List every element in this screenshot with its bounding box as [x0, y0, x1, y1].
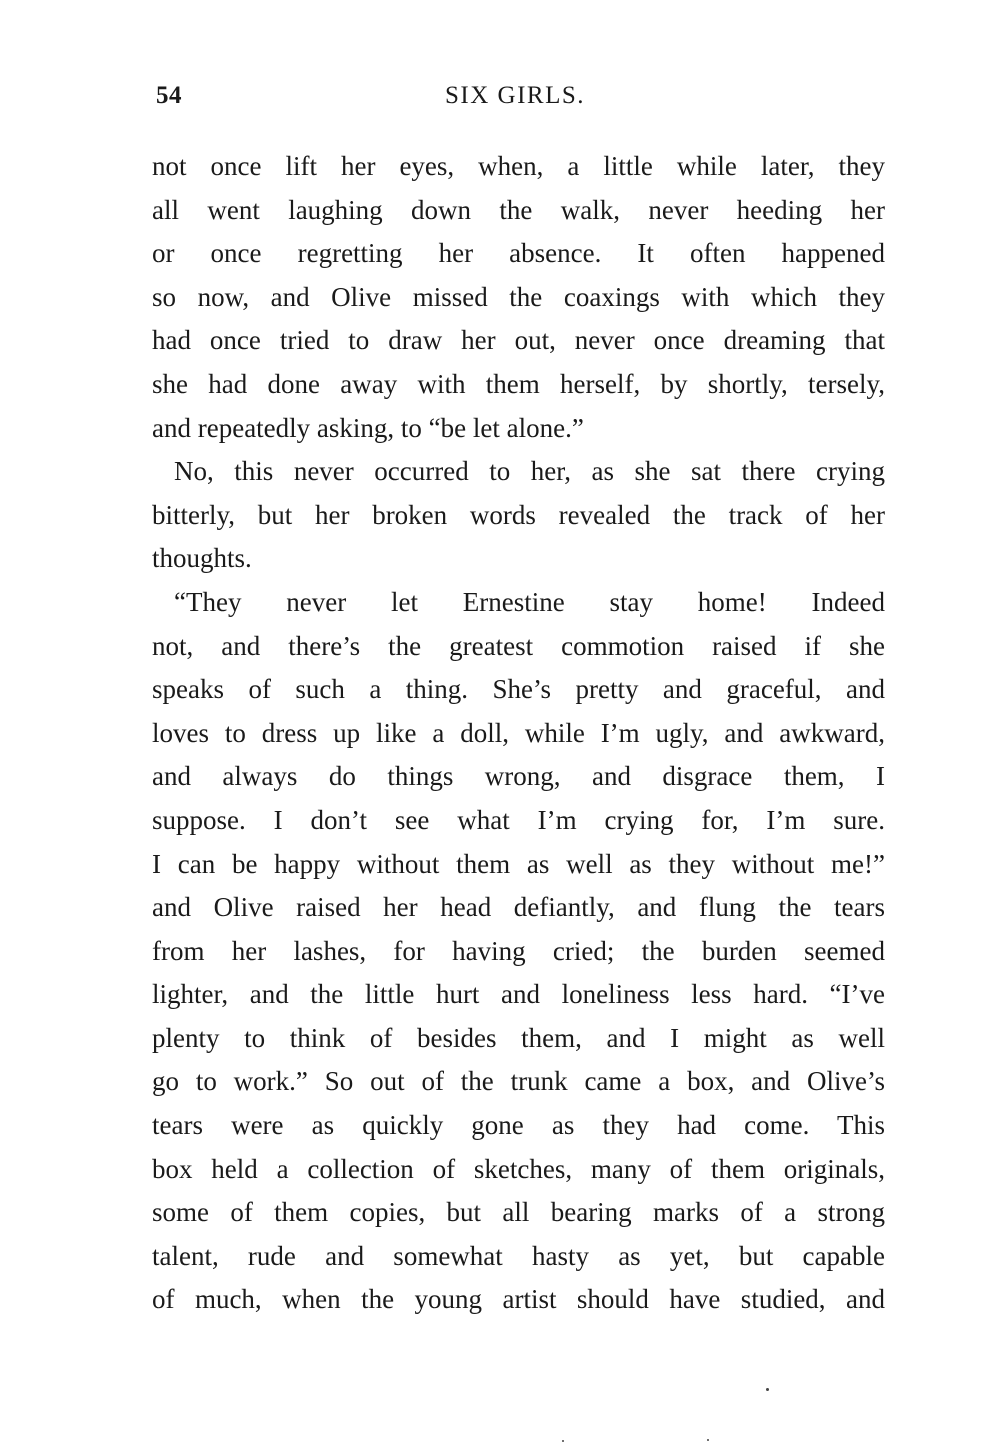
- text-line: lighter, and the little hurt and loneliness less hard. “I’ve: [152, 979, 885, 1010]
- text-line: go to work.” So out of the trunk came a box, and Olive’s: [152, 1066, 885, 1097]
- text-line: had once tried to draw her out, never once dreaming that: [152, 325, 885, 356]
- page-body: [152, 145, 885, 1322]
- text-line: I can be happy without them as well as they without me!”: [152, 848, 885, 879]
- text-line: plenty to think of besides them, and I might as well: [152, 1022, 885, 1053]
- text-line: bitterly, but her broken words revealed the track of her: [152, 499, 885, 530]
- scan-speck: [707, 1439, 709, 1441]
- page-header: [150, 82, 880, 122]
- scan-speck: [562, 1440, 564, 1442]
- running-title: SIX GIRLS.: [444, 82, 585, 109]
- text-line: of much, when the young artist should have studied, and: [152, 1284, 885, 1315]
- text-line: and Olive raised her head defiantly, and flung the tears: [152, 892, 885, 923]
- text-line: or once regretting her absence. It often happened: [152, 238, 885, 269]
- text-line: loves to dress up like a doll, while I’m ugly, and awkward,: [152, 717, 885, 748]
- text-line: from her lashes, for having cried; the burden seemed: [152, 935, 885, 966]
- text-line: so now, and Olive missed the coaxings with which they: [152, 281, 885, 312]
- text-line: and repeatedly asking, to “be let alone.”: [152, 412, 584, 443]
- text-line: she had done away with them herself, by shortly, tersely,: [152, 368, 885, 399]
- text-line: all went laughing down the walk, never heeding her: [152, 194, 885, 225]
- text-line: No, this never occurred to her, as she sat there crying: [174, 456, 885, 487]
- text-line: thoughts.: [152, 543, 252, 574]
- page-number: 54: [156, 82, 182, 109]
- scan-speck: [766, 1388, 769, 1391]
- text-line: box held a collection of sketches, many of them originals,: [152, 1153, 885, 1184]
- text-line: some of them copies, but all bearing marks of a strong: [152, 1197, 885, 1228]
- text-line: “They never let Ernestine stay home! Indeed: [174, 586, 885, 617]
- text-line: speaks of such a thing. She’s pretty and graceful, and: [152, 674, 885, 705]
- text-line: suppose. I don’t see what I’m crying for, I’m sure.: [152, 804, 885, 835]
- text-line: tears were as quickly gone as they had come. This: [152, 1110, 885, 1141]
- text-line: talent, rude and somewhat hasty as yet, but capable: [152, 1240, 885, 1271]
- text-line: not, and there’s the greatest commotion raised if she: [152, 630, 885, 661]
- text-line: and always do things wrong, and disgrace them, I: [152, 761, 885, 792]
- text-line: not once lift her eyes, when, a little while later, they: [152, 151, 885, 181]
